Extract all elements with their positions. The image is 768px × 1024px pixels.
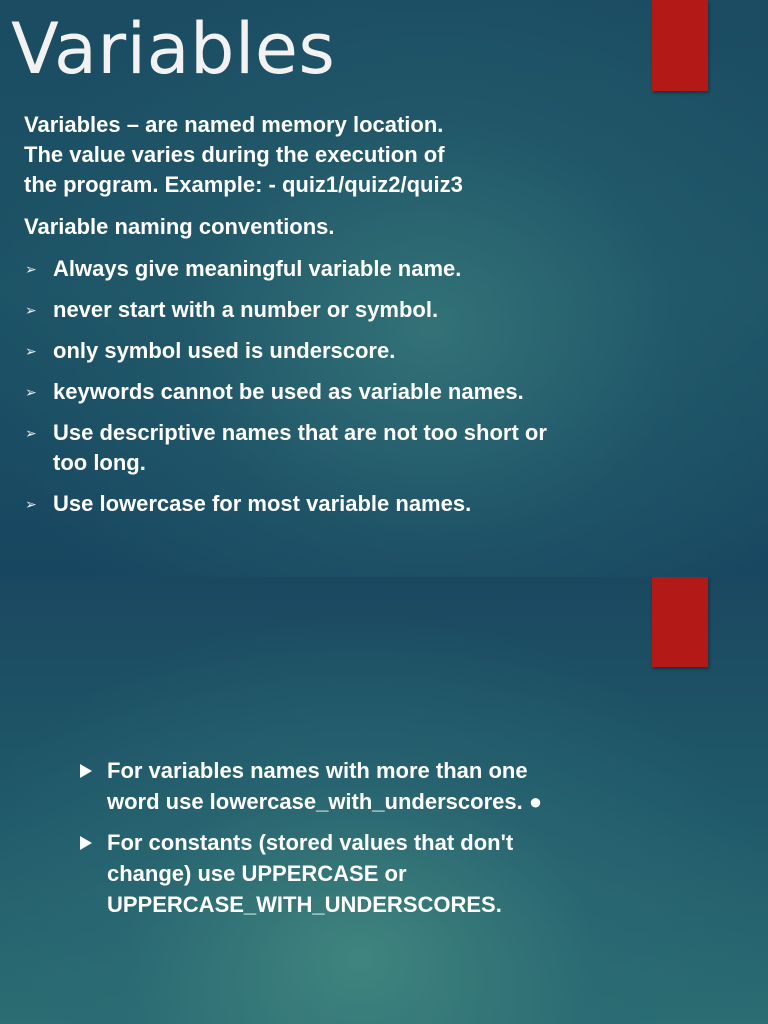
chevron-right-icon: ➢ xyxy=(25,496,37,512)
red-accent-bar xyxy=(652,0,708,91)
list-item: For constants (stored values that don't change) use UPPERCASE or UPPERCASE_WITH_UNDERSCORES. xyxy=(78,827,638,920)
triangle-right-icon xyxy=(80,764,92,778)
chevron-right-icon: ➢ xyxy=(25,425,37,441)
list-item: ➢ only symbol used is underscore. xyxy=(24,336,584,366)
list-item: For variables names with more than one word use lowercase_with_underscores. ● xyxy=(78,755,638,817)
list-item: ➢ Always give meaningful variable name. xyxy=(24,254,584,284)
chevron-right-icon: ➢ xyxy=(25,302,37,318)
section-heading: Variable naming conventions. xyxy=(24,214,335,239)
chevron-right-icon: ➢ xyxy=(25,261,37,277)
slide-body xyxy=(78,755,638,930)
slide-title: Variables xyxy=(11,8,336,90)
slide-naming-styles xyxy=(0,577,768,1024)
slide-body xyxy=(24,110,584,530)
list-item: ➢ keywords cannot be used as variable names. xyxy=(24,377,584,407)
chevron-right-icon: ➢ xyxy=(25,343,37,359)
list-item: ➢ Use lowercase for most variable names. xyxy=(24,489,584,519)
chevron-right-icon: ➢ xyxy=(25,384,37,400)
naming-conventions-list xyxy=(24,254,584,519)
red-accent-bar xyxy=(652,577,708,667)
intro-paragraph: Variables – are named memory location. The value varies during the execution of the program. Example: - quiz1/quiz2/quiz3 xyxy=(24,112,463,197)
list-item: ➢ never start with a number or symbol. xyxy=(24,295,584,325)
naming-styles-list xyxy=(78,755,638,920)
list-item: ➢ Use descriptive names that are not too short or too long. xyxy=(25,420,547,475)
triangle-right-icon xyxy=(80,836,92,850)
